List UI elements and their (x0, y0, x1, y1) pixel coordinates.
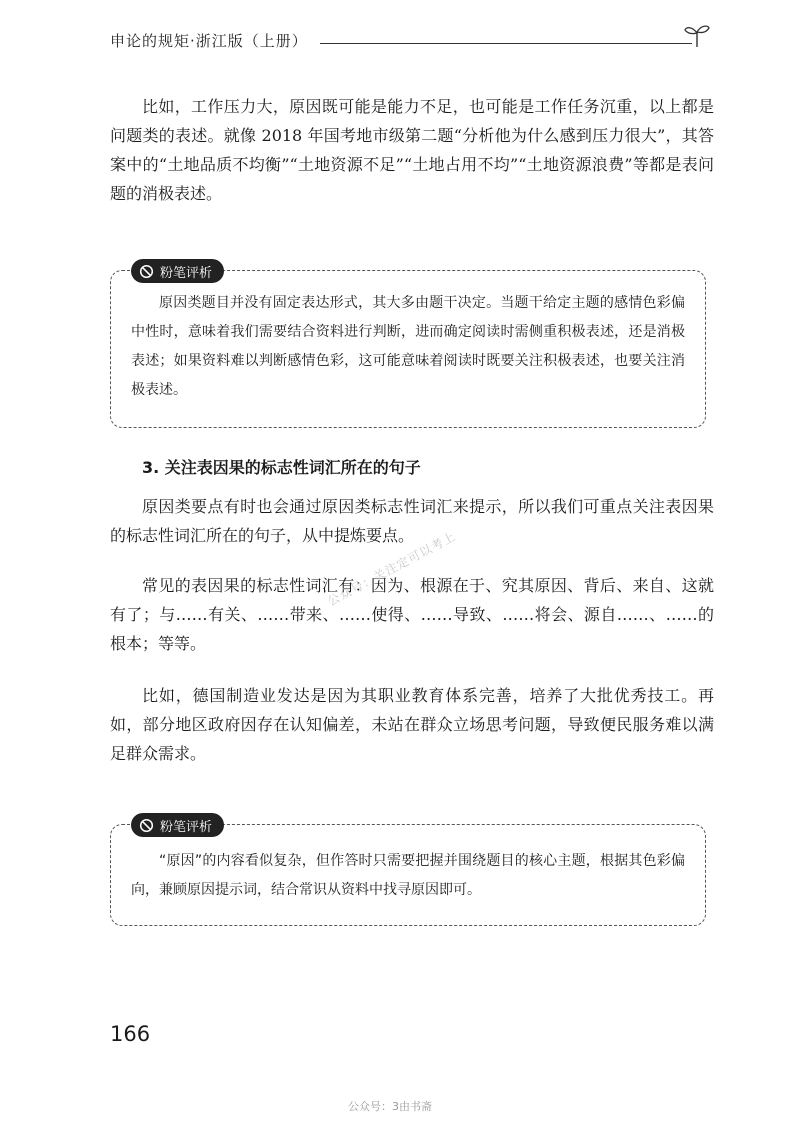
analysis-badge-label: 粉笔评析 (160, 819, 213, 835)
paragraph-marker-list: 常见的表因果的标志性词汇有：因为、根源在于、究其原因、背后、来自、这就有了；与……有关、……带来、……使得、……导致、……将会、源自……、……的根本；等等。 (110, 576, 714, 653)
analysis-badge-label: 粉笔评析 (160, 265, 213, 281)
paragraph-germany-example: 比如，德国制造业发达是因为其职业教育体系完善，培养了大批优秀技工。再如，部分地区政府因存在认知偏差，未站在群众立场思考问题，导致便民服务难以满足群众需求。 (110, 686, 714, 763)
analysis-box-1 (110, 265, 706, 428)
paragraph-pressure-example: 比如，工作压力大，原因既可能是能力不足，也可能是工作任务沉重，以上都是问题类的表述。就像 2018 年国考地市级第二题“分析他为什么感到压力很大”，其答案中的“土地品质不均衡”“土地资源不足”“土地占用不均”“土地资源浪费”等都是表问题的消极表述。 (110, 97, 714, 203)
running-header (110, 28, 710, 52)
analysis-badge (131, 813, 224, 837)
sprout-icon (682, 22, 712, 48)
no-sign-icon (139, 264, 154, 279)
analysis-text: 原因类题目并没有固定表达形式，其大多由题干决定。当题干给定主题的感情色彩偏中性时，意味着我们需要结合资料进行判断，进而确定阅读时需侧重积极表述，还是消极表述；如果资料难以判断感情色彩，这可能意味着阅读时既要关注积极表述，也要关注消极表述。 (131, 295, 685, 398)
no-sign-icon (139, 818, 154, 833)
analysis-badge (131, 259, 224, 283)
watermark: 公众号：关注定可以考上 (325, 529, 459, 609)
analysis-box-2 (110, 819, 706, 926)
footer-stamp: 公众号：3由书斋 (348, 1100, 432, 1113)
page-number: 166 (110, 1022, 151, 1046)
analysis-text: “原因”的内容看似复杂，但作答时只需要把握并围绕题目的核心主题，根据其色彩偏向，兼顾原因提示词，结合常识从资料中找寻原因即可。 (131, 853, 685, 898)
section-title: 3. 关注表因果的标志性词汇所在的句子 (142, 458, 421, 477)
header-rule (320, 43, 692, 44)
book-title: 申论的规矩·浙江版（上册） (110, 32, 308, 50)
paragraph-cause-markers: 原因类要点有时也会通过原因类标志性词汇来提示，所以我们可重点关注表因果的标志性词汇所在的句子，从中提炼要点。 (110, 497, 714, 545)
